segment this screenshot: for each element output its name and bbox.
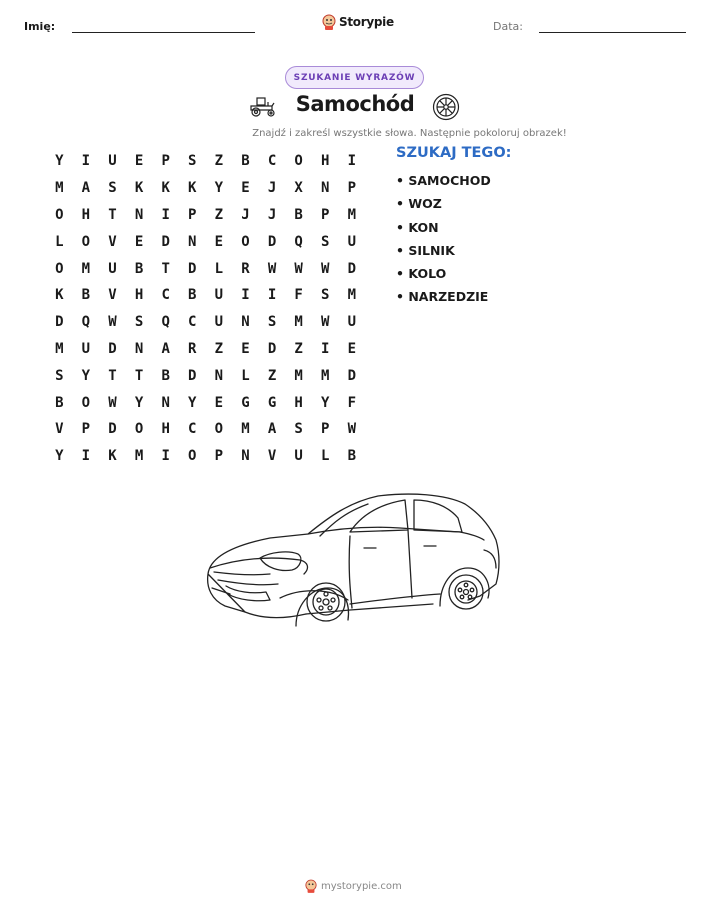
grid-cell[interactable]: O: [81, 394, 91, 411]
grid-cell[interactable]: E: [214, 233, 224, 250]
grid-cell[interactable]: P: [321, 206, 330, 223]
grid-cell[interactable]: B: [81, 287, 91, 304]
grid-cell[interactable]: B: [161, 367, 170, 384]
grid-cell[interactable]: O: [241, 233, 250, 250]
tractor-icon: [248, 95, 278, 117]
grid-cell[interactable]: Q: [81, 314, 91, 331]
grid-cell[interactable]: E: [214, 394, 224, 411]
word-list: [396, 171, 491, 311]
grid-cell[interactable]: P: [188, 206, 197, 223]
grid-cell[interactable]: E: [241, 340, 250, 357]
grid-cell[interactable]: E: [347, 340, 357, 357]
word-list-item: • KON: [396, 219, 439, 235]
grid-cell[interactable]: H: [81, 206, 91, 223]
grid-cell[interactable]: S: [267, 314, 277, 331]
grid-cell[interactable]: L: [55, 233, 64, 250]
grid-cell[interactable]: O: [134, 421, 144, 438]
word-list-item: • KOLO: [396, 266, 447, 282]
grid-cell[interactable]: W: [267, 260, 277, 277]
grid-cell[interactable]: C: [161, 287, 170, 304]
name-input-line[interactable]: [72, 32, 255, 33]
grid-cell[interactable]: U: [294, 448, 303, 465]
grid-cell[interactable]: W: [347, 421, 357, 438]
grid-cell[interactable]: J: [241, 206, 250, 223]
grid-cell[interactable]: O: [55, 206, 64, 223]
grid-cell[interactable]: O: [188, 448, 197, 465]
grid-cell[interactable]: I: [267, 287, 277, 304]
storypie-logo-icon: [322, 14, 336, 30]
grid-cell[interactable]: U: [214, 287, 224, 304]
grid-cell[interactable]: S: [134, 314, 144, 331]
grid-cell[interactable]: U: [81, 340, 91, 357]
grid-cell[interactable]: L: [321, 448, 330, 465]
grid-cell[interactable]: D: [108, 421, 117, 438]
grid-cell[interactable]: M: [134, 448, 144, 465]
grid-cell[interactable]: M: [347, 287, 357, 304]
grid-cell[interactable]: B: [294, 206, 303, 223]
grid-cell[interactable]: U: [347, 314, 357, 331]
grid-cell[interactable]: H: [294, 394, 303, 411]
grid-cell[interactable]: N: [214, 367, 224, 384]
grid-cell[interactable]: Z: [214, 340, 224, 357]
grid-cell[interactable]: G: [241, 394, 250, 411]
grid-cell[interactable]: U: [108, 260, 117, 277]
grid-cell[interactable]: U: [347, 233, 357, 250]
grid-cell[interactable]: R: [241, 260, 250, 277]
grid-cell[interactable]: V: [108, 287, 117, 304]
grid-cell[interactable]: T: [161, 260, 170, 277]
grid-cell[interactable]: M: [294, 314, 303, 331]
grid-cell[interactable]: L: [241, 367, 250, 384]
grid-cell[interactable]: F: [294, 287, 303, 304]
grid-cell[interactable]: H: [321, 153, 330, 170]
grid-cell[interactable]: B: [188, 287, 197, 304]
instructions: [0, 128, 709, 139]
grid-cell[interactable]: Y: [55, 153, 64, 170]
grid-cell[interactable]: Y: [81, 367, 91, 384]
wheel-icon: [432, 93, 460, 121]
activity-badge: SZUKANIE WYRAZÓW: [285, 66, 424, 89]
grid-cell[interactable]: G: [267, 394, 277, 411]
grid-cell[interactable]: C: [188, 314, 197, 331]
grid-cell[interactable]: P: [347, 180, 357, 197]
grid-cell[interactable]: H: [134, 287, 144, 304]
grid-cell[interactable]: W: [294, 260, 303, 277]
grid-cell[interactable]: D: [347, 367, 357, 384]
grid-cell[interactable]: V: [267, 448, 277, 465]
grid-cell[interactable]: Z: [214, 153, 224, 170]
word-list-title: SZUKAJ TEGO:: [396, 145, 512, 161]
grid-cell[interactable]: Y: [55, 448, 64, 465]
grid-cell[interactable]: A: [81, 180, 91, 197]
grid-cell[interactable]: H: [161, 421, 170, 438]
grid-cell[interactable]: Q: [161, 314, 170, 331]
brand-logo: [322, 14, 394, 30]
grid-cell[interactable]: D: [108, 340, 117, 357]
name-label: Imię:: [24, 20, 56, 33]
grid-cell[interactable]: V: [55, 421, 64, 438]
page-title: Samochód: [295, 92, 415, 116]
grid-cell[interactable]: W: [321, 260, 330, 277]
grid-cell[interactable]: S: [294, 421, 303, 438]
grid-cell[interactable]: I: [321, 340, 330, 357]
instructions-text: Znajdź i zakreśl wszystkie słowa. Następnie pokoloruj obrazek!: [252, 128, 567, 139]
grid-cell[interactable]: D: [347, 260, 357, 277]
grid-cell[interactable]: N: [134, 340, 144, 357]
grid-cell[interactable]: E: [134, 153, 144, 170]
grid-cell[interactable]: L: [214, 260, 224, 277]
storypie-logo-icon: [305, 879, 317, 893]
grid-cell[interactable]: W: [108, 394, 117, 411]
grid-cell[interactable]: E: [134, 233, 144, 250]
grid-cell[interactable]: I: [161, 206, 170, 223]
grid-cell[interactable]: B: [55, 394, 64, 411]
grid-cell[interactable]: U: [214, 314, 224, 331]
grid-cell[interactable]: K: [188, 180, 197, 197]
grid-cell[interactable]: O: [214, 421, 224, 438]
grid-cell[interactable]: D: [267, 233, 277, 250]
grid-cell[interactable]: X: [294, 180, 303, 197]
grid-cell[interactable]: U: [108, 153, 117, 170]
grid-cell[interactable]: N: [241, 448, 250, 465]
grid-cell[interactable]: Z: [214, 206, 224, 223]
grid-cell[interactable]: A: [267, 421, 277, 438]
grid-cell[interactable]: M: [321, 367, 330, 384]
grid-cell[interactable]: Q: [294, 233, 303, 250]
grid-cell[interactable]: Y: [188, 394, 197, 411]
grid-cell[interactable]: J: [267, 180, 277, 197]
grid-cell[interactable]: N: [241, 314, 250, 331]
grid-cell[interactable]: N: [188, 233, 197, 250]
grid-cell[interactable]: I: [81, 448, 91, 465]
grid-cell[interactable]: D: [188, 367, 197, 384]
grid-cell[interactable]: Y: [214, 180, 224, 197]
grid-cell[interactable]: D: [267, 340, 277, 357]
grid-cell[interactable]: N: [161, 394, 170, 411]
grid-cell[interactable]: O: [294, 153, 303, 170]
grid-cell[interactable]: M: [55, 340, 64, 357]
grid-cell[interactable]: M: [55, 180, 64, 197]
grid-cell[interactable]: K: [108, 448, 117, 465]
grid-cell[interactable]: J: [267, 206, 277, 223]
grid-cell[interactable]: N: [134, 206, 144, 223]
grid-cell[interactable]: Z: [267, 367, 277, 384]
grid-cell[interactable]: T: [134, 367, 144, 384]
footer: [305, 879, 402, 893]
grid-cell[interactable]: D: [188, 260, 197, 277]
grid-cell[interactable]: A: [161, 340, 170, 357]
grid-cell[interactable]: K: [161, 180, 170, 197]
grid-cell[interactable]: O: [55, 260, 64, 277]
grid-cell[interactable]: O: [81, 233, 91, 250]
grid-cell[interactable]: K: [55, 287, 64, 304]
word-list-item: • WOZ: [396, 196, 442, 212]
grid-cell[interactable]: T: [108, 206, 117, 223]
grid-cell[interactable]: S: [55, 367, 64, 384]
word-list-item: • NARZEDZIE: [396, 289, 489, 305]
grid-cell[interactable]: W: [321, 314, 330, 331]
grid-cell[interactable]: W: [108, 314, 117, 331]
grid-cell[interactable]: Y: [321, 394, 330, 411]
word-list-item: • SAMOCHOD: [396, 173, 491, 188]
grid-cell[interactable]: C: [267, 153, 277, 170]
grid-cell[interactable]: I: [347, 153, 357, 170]
grid-cell[interactable]: B: [241, 153, 250, 170]
grid-cell[interactable]: Y: [134, 394, 144, 411]
word-search-grid[interactable]: [46, 148, 365, 470]
footer-url[interactable]: mystorypie.com: [321, 880, 402, 892]
grid-cell[interactable]: D: [55, 314, 64, 331]
grid-cell[interactable]: M: [347, 206, 357, 223]
grid-cell[interactable]: T: [108, 367, 117, 384]
grid-cell[interactable]: S: [188, 153, 197, 170]
grid-cell[interactable]: M: [241, 421, 250, 438]
grid-cell[interactable]: S: [108, 180, 117, 197]
grid-cell[interactable]: S: [321, 287, 330, 304]
grid-cell[interactable]: P: [161, 153, 170, 170]
grid-cell[interactable]: Z: [294, 340, 303, 357]
grid-cell[interactable]: C: [188, 421, 197, 438]
grid-cell[interactable]: E: [241, 180, 250, 197]
word-list-item: • SILNIK: [396, 242, 455, 258]
grid-cell[interactable]: N: [321, 180, 330, 197]
grid-cell[interactable]: S: [321, 233, 330, 250]
grid-cell[interactable]: M: [81, 260, 91, 277]
brand-name: Storypie: [339, 15, 394, 29]
grid-cell[interactable]: R: [188, 340, 197, 357]
grid-cell[interactable]: K: [134, 180, 144, 197]
grid-cell[interactable]: I: [81, 153, 91, 170]
grid-cell[interactable]: P: [214, 448, 224, 465]
grid-cell[interactable]: B: [347, 448, 357, 465]
grid-cell[interactable]: M: [294, 367, 303, 384]
date-label: Data:: [493, 20, 523, 33]
grid-cell[interactable]: P: [81, 421, 91, 438]
grid-cell[interactable]: B: [134, 260, 144, 277]
car-illustration: [200, 488, 510, 638]
grid-cell[interactable]: D: [161, 233, 170, 250]
grid-cell[interactable]: F: [347, 394, 357, 411]
grid-cell[interactable]: V: [108, 233, 117, 250]
grid-cell[interactable]: I: [241, 287, 250, 304]
date-input-line[interactable]: [539, 32, 686, 33]
grid-cell[interactable]: P: [321, 421, 330, 438]
grid-cell[interactable]: I: [161, 448, 170, 465]
